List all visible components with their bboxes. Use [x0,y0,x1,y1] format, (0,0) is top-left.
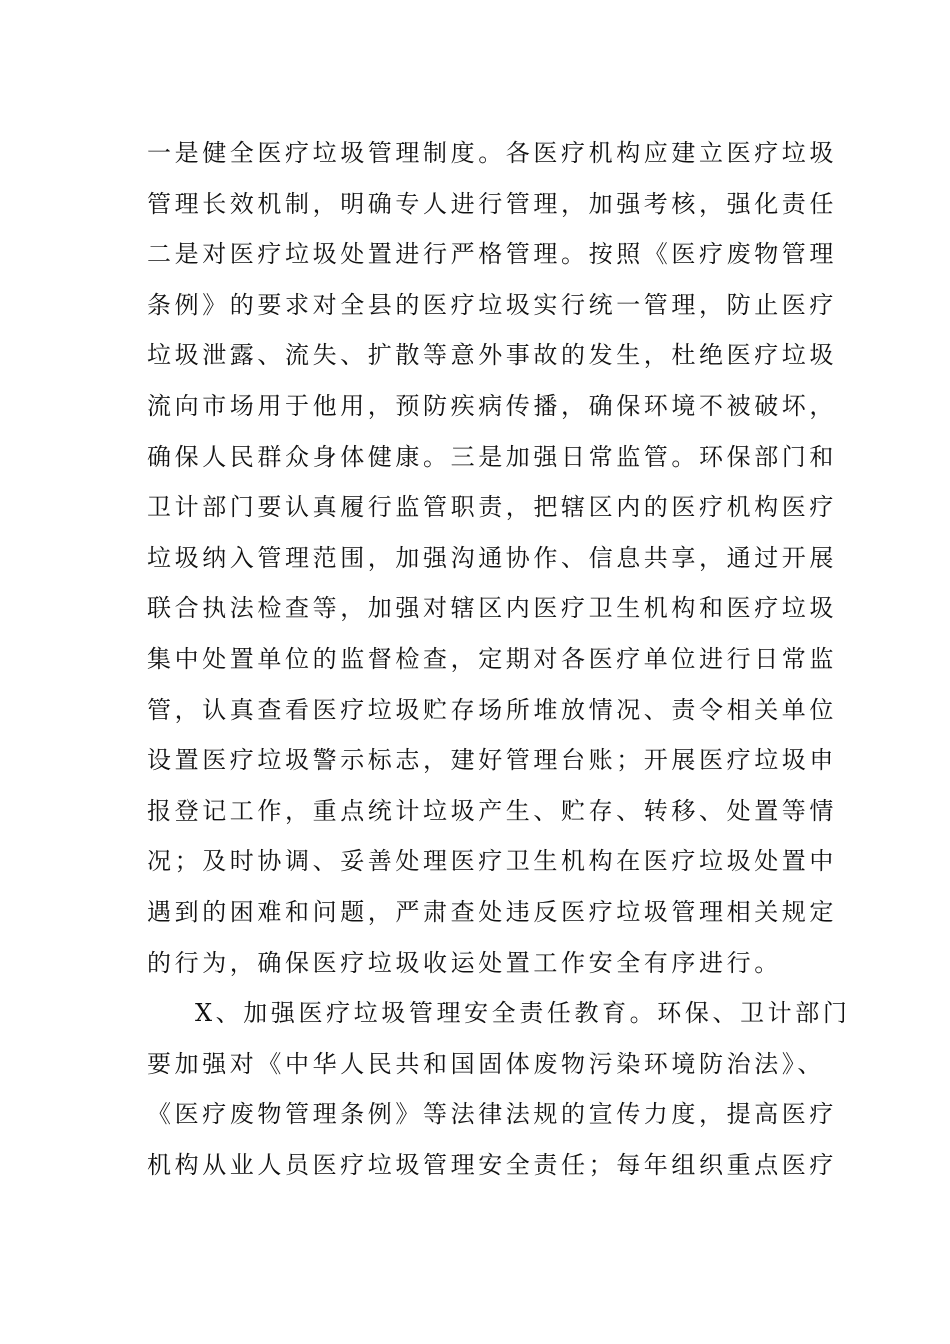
text-line: 联合执法检查等，加强对辖区内医疗卫生机构和医疗垃圾 [147,594,837,623]
text-line: 流向市场用于他用，预防疾病传播，确保环境不被破坏， [147,391,837,420]
text-line: 管，认真查看医疗垃圾贮存场所堆放情况、责令相关单位 [147,695,837,724]
paragraph-first-line: X、加强医疗垃圾管理安全责任教育。环保、卫计部门 [195,999,851,1028]
text-line: 垃圾泄露、流失、扩散等意外事故的发生，杜绝医疗垃圾 [147,341,837,370]
text-line: 集中处置单位的监督检查，定期对各医疗单位进行日常监 [147,644,837,673]
text-line: 垃圾纳入管理范围，加强沟通协作、信息共享，通过开展 [147,543,837,572]
text-line: 遇到的困难和问题，严肃查处违反医疗垃圾管理相关规定 [147,897,837,926]
text-line: 况；及时协调、妥善处理医疗卫生机构在医疗垃圾处置中 [147,847,837,876]
text-line: 的行为，确保医疗垃圾收运处置工作安全有序进行。 [147,948,782,977]
text-line: 《医疗废物管理条例》等法律法规的宣传力度，提高医疗 [147,1100,837,1129]
text-line: 一是健全医疗垃圾管理制度。各医疗机构应建立医疗垃圾 [147,139,837,167]
text-line: 设置医疗垃圾警示标志，建好管理台账；开展医疗垃圾申 [147,746,837,775]
body-text [147,128,851,1190]
text-line: 条例》的要求对全县的医疗垃圾实行统一管理，防止医疗 [147,290,837,319]
text-line: 二是对医疗垃圾处置进行严格管理。按照《医疗废物管理 [147,240,837,269]
text-line: 卫计部门要认真履行监管职责，把辖区内的医疗机构医疗 [147,493,837,522]
text-line: 管理长效机制，明确专人进行管理，加强考核，强化责任 [147,189,837,218]
text-line: 要加强对《中华人民共和国固体废物污染环境防治法》、 [147,1049,825,1078]
text-line: 确保人民群众身体健康。三是加强日常监管。环保部门和 [147,442,837,471]
text-line: 机构从业人员医疗垃圾管理安全责任；每年组织重点医疗 [147,1150,837,1179]
text-line: 报登记工作，重点统计垃圾产生、贮存、转移、处置等情 [147,796,837,825]
